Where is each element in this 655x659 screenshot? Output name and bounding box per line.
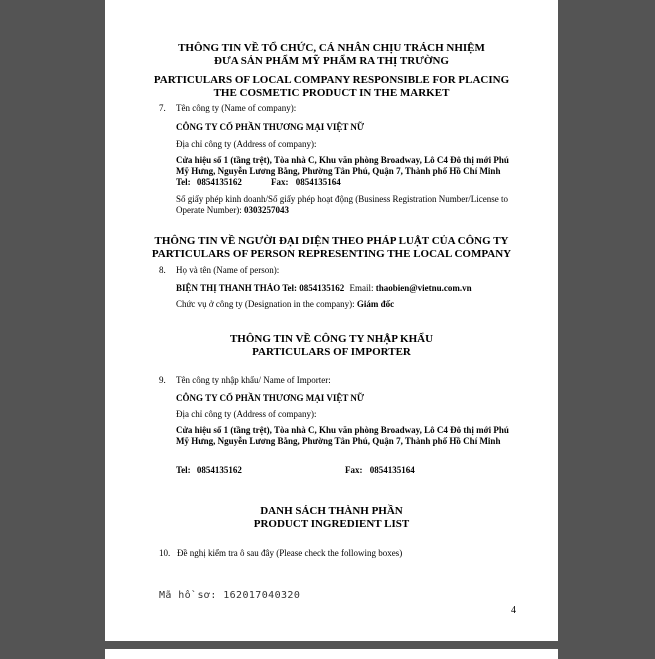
person-title-vi: THÔNG TIN VỀ NGƯỜI ĐẠI DIỆN THEO PHÁP LUẬT CỦA CÔNG TY bbox=[154, 235, 509, 247]
company-title-en-1: PARTICULARS OF LOCAL COMPANY RESPONSIBLE FOR PLACING bbox=[153, 74, 510, 86]
company-name-label: Tên công ty (Name of company): bbox=[176, 103, 297, 113]
importer-tel bbox=[176, 465, 242, 476]
item-number-7: 7. bbox=[159, 103, 166, 113]
importer-tel-label: Tel: bbox=[176, 465, 191, 475]
next-document-page bbox=[105, 649, 558, 659]
company-name: CÔNG TY CỔ PHẦN THƯƠNG MẠI VIỆT NỮ bbox=[176, 122, 365, 132]
ingredients-title-vi: DANH SÁCH THÀNH PHẦN bbox=[260, 505, 403, 517]
company-fax-value: 0854135164 bbox=[295, 177, 341, 187]
importer-address-line-2: Mỹ Hưng, Nguyễn Lương Bằng, Phường Tân Phú, Quận 7, Thành phố Hồ Chí Minh bbox=[176, 436, 501, 446]
company-fax-label: Fax: bbox=[271, 177, 289, 187]
person-position-line bbox=[176, 299, 394, 310]
person-contact-line bbox=[176, 283, 472, 294]
person-position-label: Chức vụ ở công ty (Designation in the company): bbox=[176, 299, 355, 309]
company-address-line-2: Mỹ Hưng, Nguyễn Lương Bằng, Phường Tân Phú, Quận 7, Thành phố Hồ Chí Minh bbox=[176, 166, 501, 176]
item-number-9: 9. bbox=[159, 375, 166, 385]
person-title-en: PARTICULARS OF PERSON REPRESENTING THE LOCAL COMPANY bbox=[151, 248, 512, 260]
license-number: 0303257043 bbox=[243, 205, 289, 215]
license-line-2 bbox=[176, 205, 289, 216]
importer-title-en: PARTICULARS OF IMPORTER bbox=[252, 346, 411, 358]
record-code: Mã hồ sơ: 162017040320 bbox=[159, 590, 301, 601]
importer-fax-value: 0854135164 bbox=[369, 465, 415, 475]
license-line-1: Số giấy phép kinh doanh/Số giấy phép hoạt động (Business Registration Number/License to bbox=[176, 194, 508, 204]
importer-name-label: Tên công ty nhập khẩu/ Name of Importer: bbox=[176, 375, 331, 385]
importer-title-vi: THÔNG TIN VỀ CÔNG TY NHẬP KHẨU bbox=[229, 333, 434, 345]
person-email: thaobien@vietnu.com.vn bbox=[375, 283, 472, 293]
company-fax bbox=[271, 177, 341, 188]
importer-name: CÔNG TY CỔ PHẦN THƯƠNG MẠI VIỆT NỮ bbox=[176, 393, 365, 403]
company-title-vi-1: THÔNG TIN VỀ TỔ CHỨC, CÁ NHÂN CHỊU TRÁCH NHIỆM bbox=[178, 42, 485, 54]
document-page bbox=[105, 0, 558, 641]
importer-address-label: Địa chỉ công ty (Address of company): bbox=[176, 409, 317, 419]
person-email-label: Email: bbox=[349, 283, 374, 293]
page-number: 4 bbox=[511, 605, 516, 616]
ingredients-title-en: PRODUCT INGREDIENT LIST bbox=[253, 518, 410, 530]
company-tel bbox=[176, 177, 242, 188]
company-address-label: Địa chỉ công ty (Address of company): bbox=[176, 139, 317, 149]
company-title-en-2: THE COSMETIC PRODUCT IN THE MARKET bbox=[213, 87, 450, 99]
importer-address-line-1: Cửa hiệu số 1 (tầng trệt), Tòa nhà C, Khu văn phòng Broadway, Lô C4 Đô thị mới Phú bbox=[176, 425, 509, 435]
item-number-8: 8. bbox=[159, 265, 166, 275]
company-tel-label: Tel: bbox=[176, 177, 191, 187]
company-tel-value: 0854135162 bbox=[196, 177, 242, 187]
company-title-vi-2: ĐƯA SẢN PHẨM MỸ PHẨM RA THỊ TRƯỜNG bbox=[214, 55, 449, 67]
importer-fax bbox=[345, 465, 415, 476]
importer-fax-label: Fax: bbox=[345, 465, 363, 475]
person-name-tel: BIỆN THỊ THANH THẢO Tel: 0854135162 bbox=[176, 283, 345, 293]
ingredients-check-text: Đề nghị kiểm tra ô sau đây (Please check the following boxes) bbox=[177, 548, 403, 558]
item-number-10: 10. bbox=[159, 548, 171, 558]
person-position: Giám đốc bbox=[356, 299, 395, 309]
license-label: Operate Number): bbox=[176, 205, 242, 215]
company-address-line-1: Cửa hiệu số 1 (tầng trệt), Tòa nhà C, Khu văn phòng Broadway, Lô C4 Đô thị mới Phú bbox=[176, 155, 509, 165]
person-name-label: Họ và tên (Name of person): bbox=[176, 265, 280, 275]
importer-tel-value: 0854135162 bbox=[196, 465, 242, 475]
